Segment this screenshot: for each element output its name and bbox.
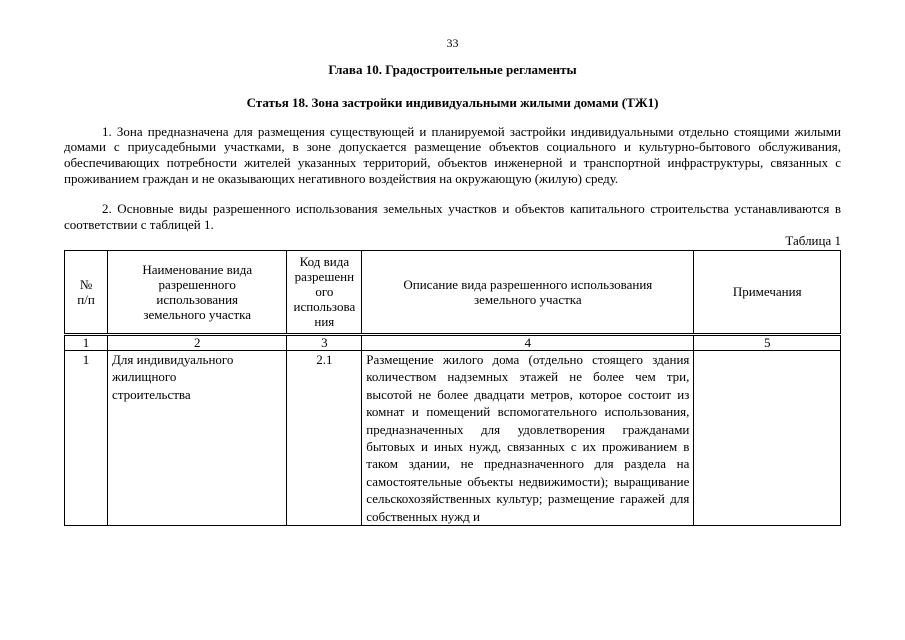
permitted-use-table	[64, 250, 841, 526]
row-number: 1	[65, 350, 108, 525]
table-row	[65, 350, 841, 525]
column-number: 1	[65, 334, 108, 350]
column-number: 5	[694, 334, 841, 350]
paragraph-2: 2. Основные виды разрешенного использования земельных участков и объектов капитального строительства устанавливаются в соответствии с таблицей 1.	[64, 201, 841, 232]
header-notes: Примечания	[694, 250, 841, 334]
column-number: 3	[287, 334, 362, 350]
row-use-code: 2.1	[287, 350, 362, 525]
column-number-row	[65, 334, 841, 350]
column-number: 4	[362, 334, 694, 350]
article-title: Статья 18. Зона застройки индивидуальными жилыми домами (ТЖ1)	[246, 95, 659, 111]
row-notes	[694, 350, 841, 525]
row-use-description: Размещение жилого дома (отдельно стоящего здания количеством надземных этажей не более чем три, высотой не более двадцати метров, которое состоит из комнат и помещений вспомогательного использования, предназначенных для удовлетворения гражданами бытовых и иных нужд, связанных с их проживанием в таком здании, не предназначенного для раздела на самостоятельные объекты недвижимости); выращивание сельскохозяйственных культур; размещение гаражей для собственных нужд и	[362, 350, 694, 525]
row-use-name: Для индивидуального жилищного строительства	[108, 350, 287, 525]
document-page	[64, 36, 841, 526]
table-caption: Таблица 1	[785, 233, 841, 249]
paragraph-1: 1. Зона предназначена для размещения существующей и планируемой застройки индивидуальными отдельно стоящими жилыми домами с приусадебными участками, в зоне допускается размещение объектов социального и культурно-бытового обслуживания, обеспечивающих потребности жителей указанных территорий, объектов инженерной и транспортной инфраструктуры, связанных с проживанием граждан и не оказывающих негативного воздействия на окружающую (жилую) среду.	[64, 123, 841, 186]
column-number: 2	[108, 334, 287, 350]
header-use-description: Описание вида разрешенного использования земельного участка	[362, 250, 694, 334]
header-use-name: Наименование вида разрешенного использования земельного участка	[108, 250, 287, 334]
header-number: № п/п	[65, 250, 108, 334]
header-use-code: Код вида разрешенн ого использова ния	[287, 250, 362, 334]
page-number: 33	[446, 36, 459, 50]
chapter-title: Глава 10. Градостроительные регламенты	[328, 61, 577, 77]
table-header-row	[65, 250, 841, 334]
